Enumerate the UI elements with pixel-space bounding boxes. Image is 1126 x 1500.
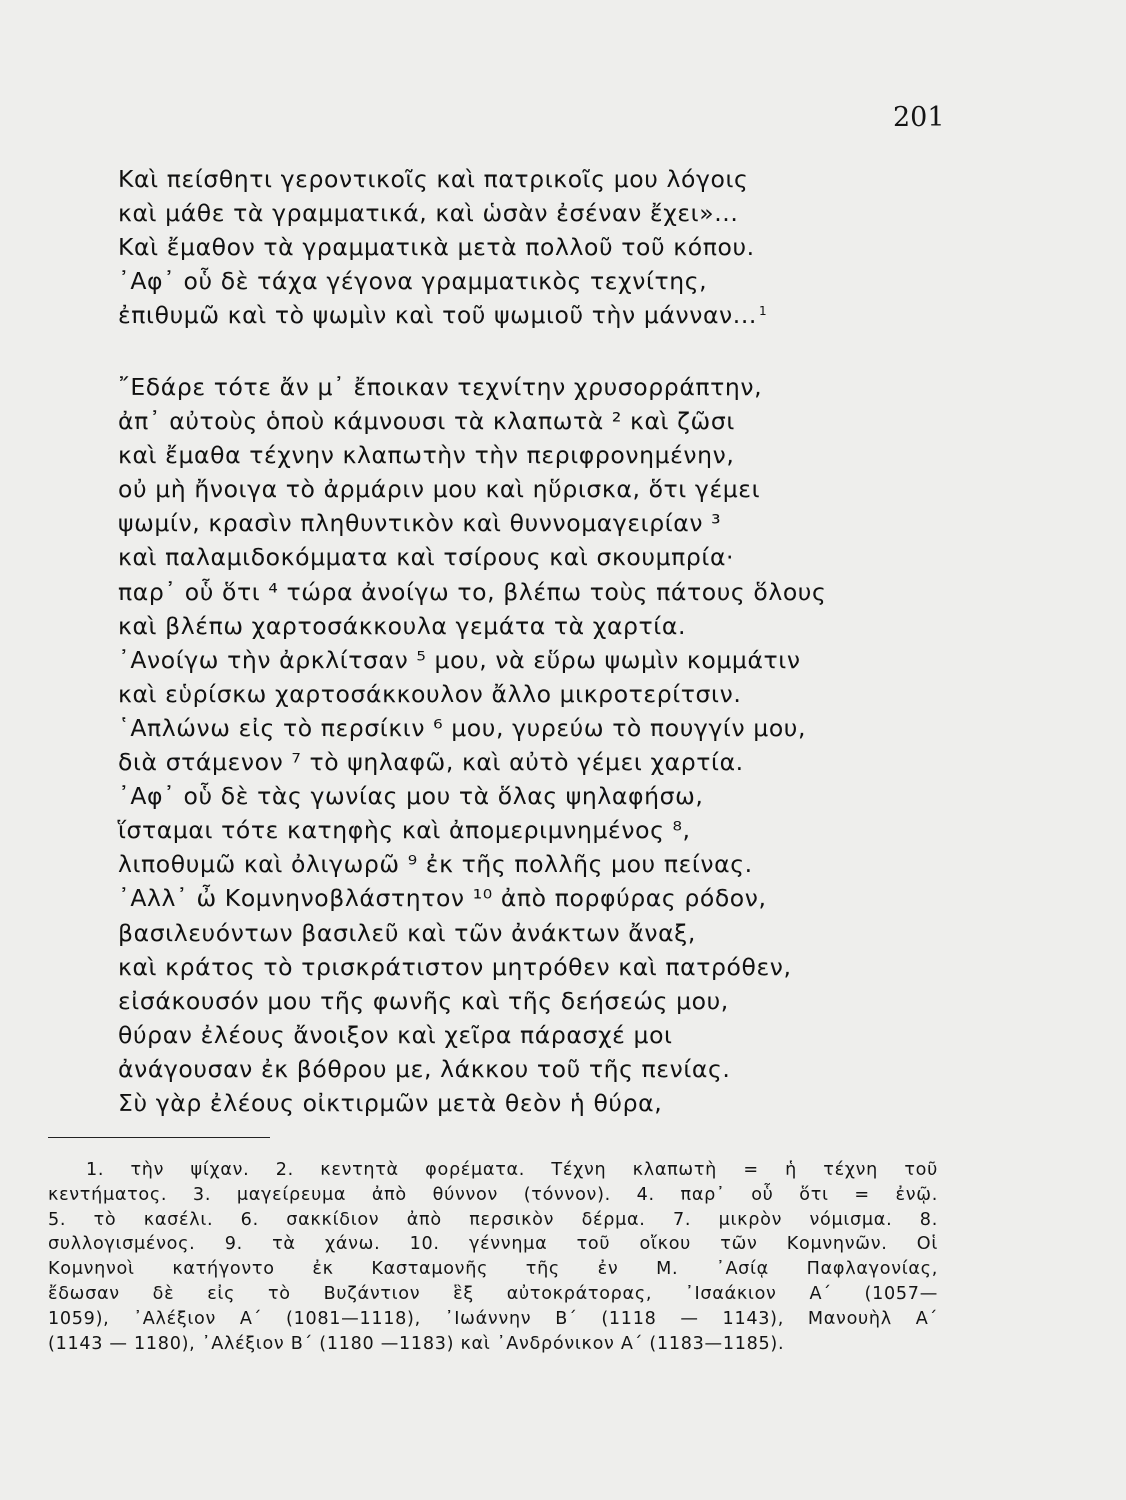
footnote-line: 1059), ᾿Αλέξιον Α΄ (1081—1118), ᾿Ιωάννην Β΄ (1118 — 1143), Μανουὴλ Α΄ — [48, 1308, 938, 1329]
footnote-line: Κομνηνοὶ κατήγοντο ἐκ Κασταμονῆς τῆς ἐν Μ. ᾿Ασίᾳ Παφλαγονίας, — [48, 1259, 938, 1280]
footnote-line: (1143 — 1180), ᾿Αλέξιον Β΄ (1180 —1183) καὶ ᾿Ανδρόνικον Α΄ (1183—1185). — [48, 1333, 785, 1354]
footnote-line: ἔδωσαν δὲ εἰς τὸ Βυζάντιον ἓξ αὐτοκράτορας, ᾿Ισαάκιον Α΄ (1057— — [48, 1283, 938, 1304]
verse-line: παρ᾿ οὗ ὅτι ⁴ τώρα ἀνοίγω το, βλέπω τοὺς πάτους ὅλους — [118, 577, 827, 606]
verse-line: καὶ βλέπω χαρτοσάκκουλα γεμάτα τὰ χαρτία. — [118, 611, 687, 640]
verse-line: ῾Απλώνω εἰς τὸ περσίκιν ⁶ μου, γυρεύω τὸ πουγγίν μου, — [118, 713, 807, 742]
verse-line: Σὺ γὰρ ἐλέους οἰκτιρμῶν μετὰ θεὸν ἡ θύρα, — [118, 1088, 663, 1117]
verse-line: καὶ μάθε τὰ γραμματικά, καὶ ὡσὰν ἐσέναν ἔχει»... — [118, 199, 739, 228]
verse-line: ἐπιθυμῶ καὶ τὸ ψωμὶν καὶ τοῦ ψωμιοῦ τὴν μάνναν... $^1$ — [118, 301, 768, 330]
verse-line: καὶ κράτος τὸ τρισκράτιστον μητρόθεν καὶ πατρόθεν, — [118, 952, 792, 981]
footnote-line: κεντήματος. 3. μαγείρευμα ἀπὸ θύννον (τόννον). 4. παρ᾿ οὗ ὅτι = ἐνῷ. — [48, 1184, 938, 1205]
footnote-line: 1. τὴν ψίχαν. 2. κεντητὰ φορέματα. Τέχνη κλαπωτὴ = ἡ τέχνη τοῦ — [86, 1160, 938, 1180]
verse-line: Καὶ ἔμαθον τὰ γραμματικὰ μετὰ πολλοῦ τοῦ κόπου. — [118, 233, 755, 262]
page-number: 201 — [893, 102, 945, 133]
footnote-divider — [48, 1137, 270, 1138]
verse-line: διὰ στάμενον ⁷ τὸ ψηλαφῶ, καὶ αὐτὸ γέμει χαρτία. — [118, 748, 744, 777]
verse-line: ᾿Αλλ᾿ ὦ Κομνηνοβλάστητον ¹⁰ ἀπὸ πορφύρας ρόδον, — [118, 884, 767, 913]
verse-line: ᾿Αφ᾿ οὗ δὲ τάχα γέγονα γραμματικὸς τεχνίτης, — [118, 267, 708, 296]
verse-line: εἰσάκουσόν μου τῆς φωνῆς καὶ τῆς δεήσεώς μου, — [118, 986, 729, 1015]
verse-line: θύραν ἐλέους ἄνοιξον καὶ χεῖρα πάρασχέ μοι — [118, 1020, 673, 1049]
verse-line: ἀνάγουσαν ἐκ βόθρου με, λάκκου τοῦ τῆς πενίας. — [118, 1054, 731, 1083]
verse-section-1 — [118, 162, 898, 332]
verse-line: ῎Εδάρε τότε ἄν μ᾿ ἔποικαν τεχνίτην χρυσορράπτην, — [118, 373, 763, 401]
verse-line: λιποθυμῶ καὶ ὀλιγωρῶ ⁹ ἐκ τῆς πολλῆς μου πείνας. — [118, 850, 753, 879]
verse-section-2 — [118, 370, 898, 1120]
verse-line: οὐ μὴ ἤνοιγα τὸ ἀρμάριν μου καὶ ηὕρισκα, ὅτι γέμει — [118, 475, 761, 504]
footnotes — [48, 1158, 938, 1356]
verse-line: Καὶ πείσθητι γεροντικοῖς καὶ πατρικοῖς μου λόγοις — [118, 165, 749, 193]
verse-line: καὶ εὑρίσκω χαρτοσάκκουλον ἄλλο μικροτερίτσιν. — [118, 679, 742, 708]
verse-line: βασιλευόντων βασιλεῦ καὶ τῶν ἀνάκτων ἄναξ, — [118, 918, 696, 947]
verse-line: καὶ ἔμαθα τέχνην κλαπωτὴν τὴν περιφρονημένην, — [118, 441, 735, 470]
verse-line: ᾿Αφ᾿ οὗ δὲ τὰς γωνίας μου τὰ ὅλας ψηλαφήσω, — [118, 782, 704, 811]
verse-line: ᾿Ανοίγω τὴν ἀρκλίτσαν ⁵ μου, νὰ εὕρω ψωμὶν κομμάτιν — [118, 645, 801, 674]
footnote-marker: 1 — [758, 303, 768, 318]
verse-line: ἵσταμαι τότε κατηφὴς καὶ ἀπομεριμνημένος ⁸, — [118, 816, 691, 845]
verse-line: ἀπ᾿ αὐτοὺς ὁποὺ κάμνουσι τὰ κλαπωτὰ ² καὶ ζῶσι — [118, 407, 735, 436]
verse-line: καὶ παλαμιδοκόμματα καὶ τσίρους καὶ σκουμπρία· — [118, 543, 735, 572]
footnote-line: 5. τὸ κασέλι. 6. σακκίδιον ἀπὸ περσικὸν δέρμα. 7. μικρὸν νόμισμα. 8. — [48, 1209, 938, 1230]
verse-line: ψωμίν, κρασὶν πληθυντικὸν καὶ θυννομαγειρίαν ³ — [118, 509, 722, 538]
footnote-line: συλλογισμένος. 9. τὰ χάνω. 10. γέννημα τοῦ οἴκου τῶν Κομνηνῶν. Οἱ — [48, 1234, 938, 1255]
